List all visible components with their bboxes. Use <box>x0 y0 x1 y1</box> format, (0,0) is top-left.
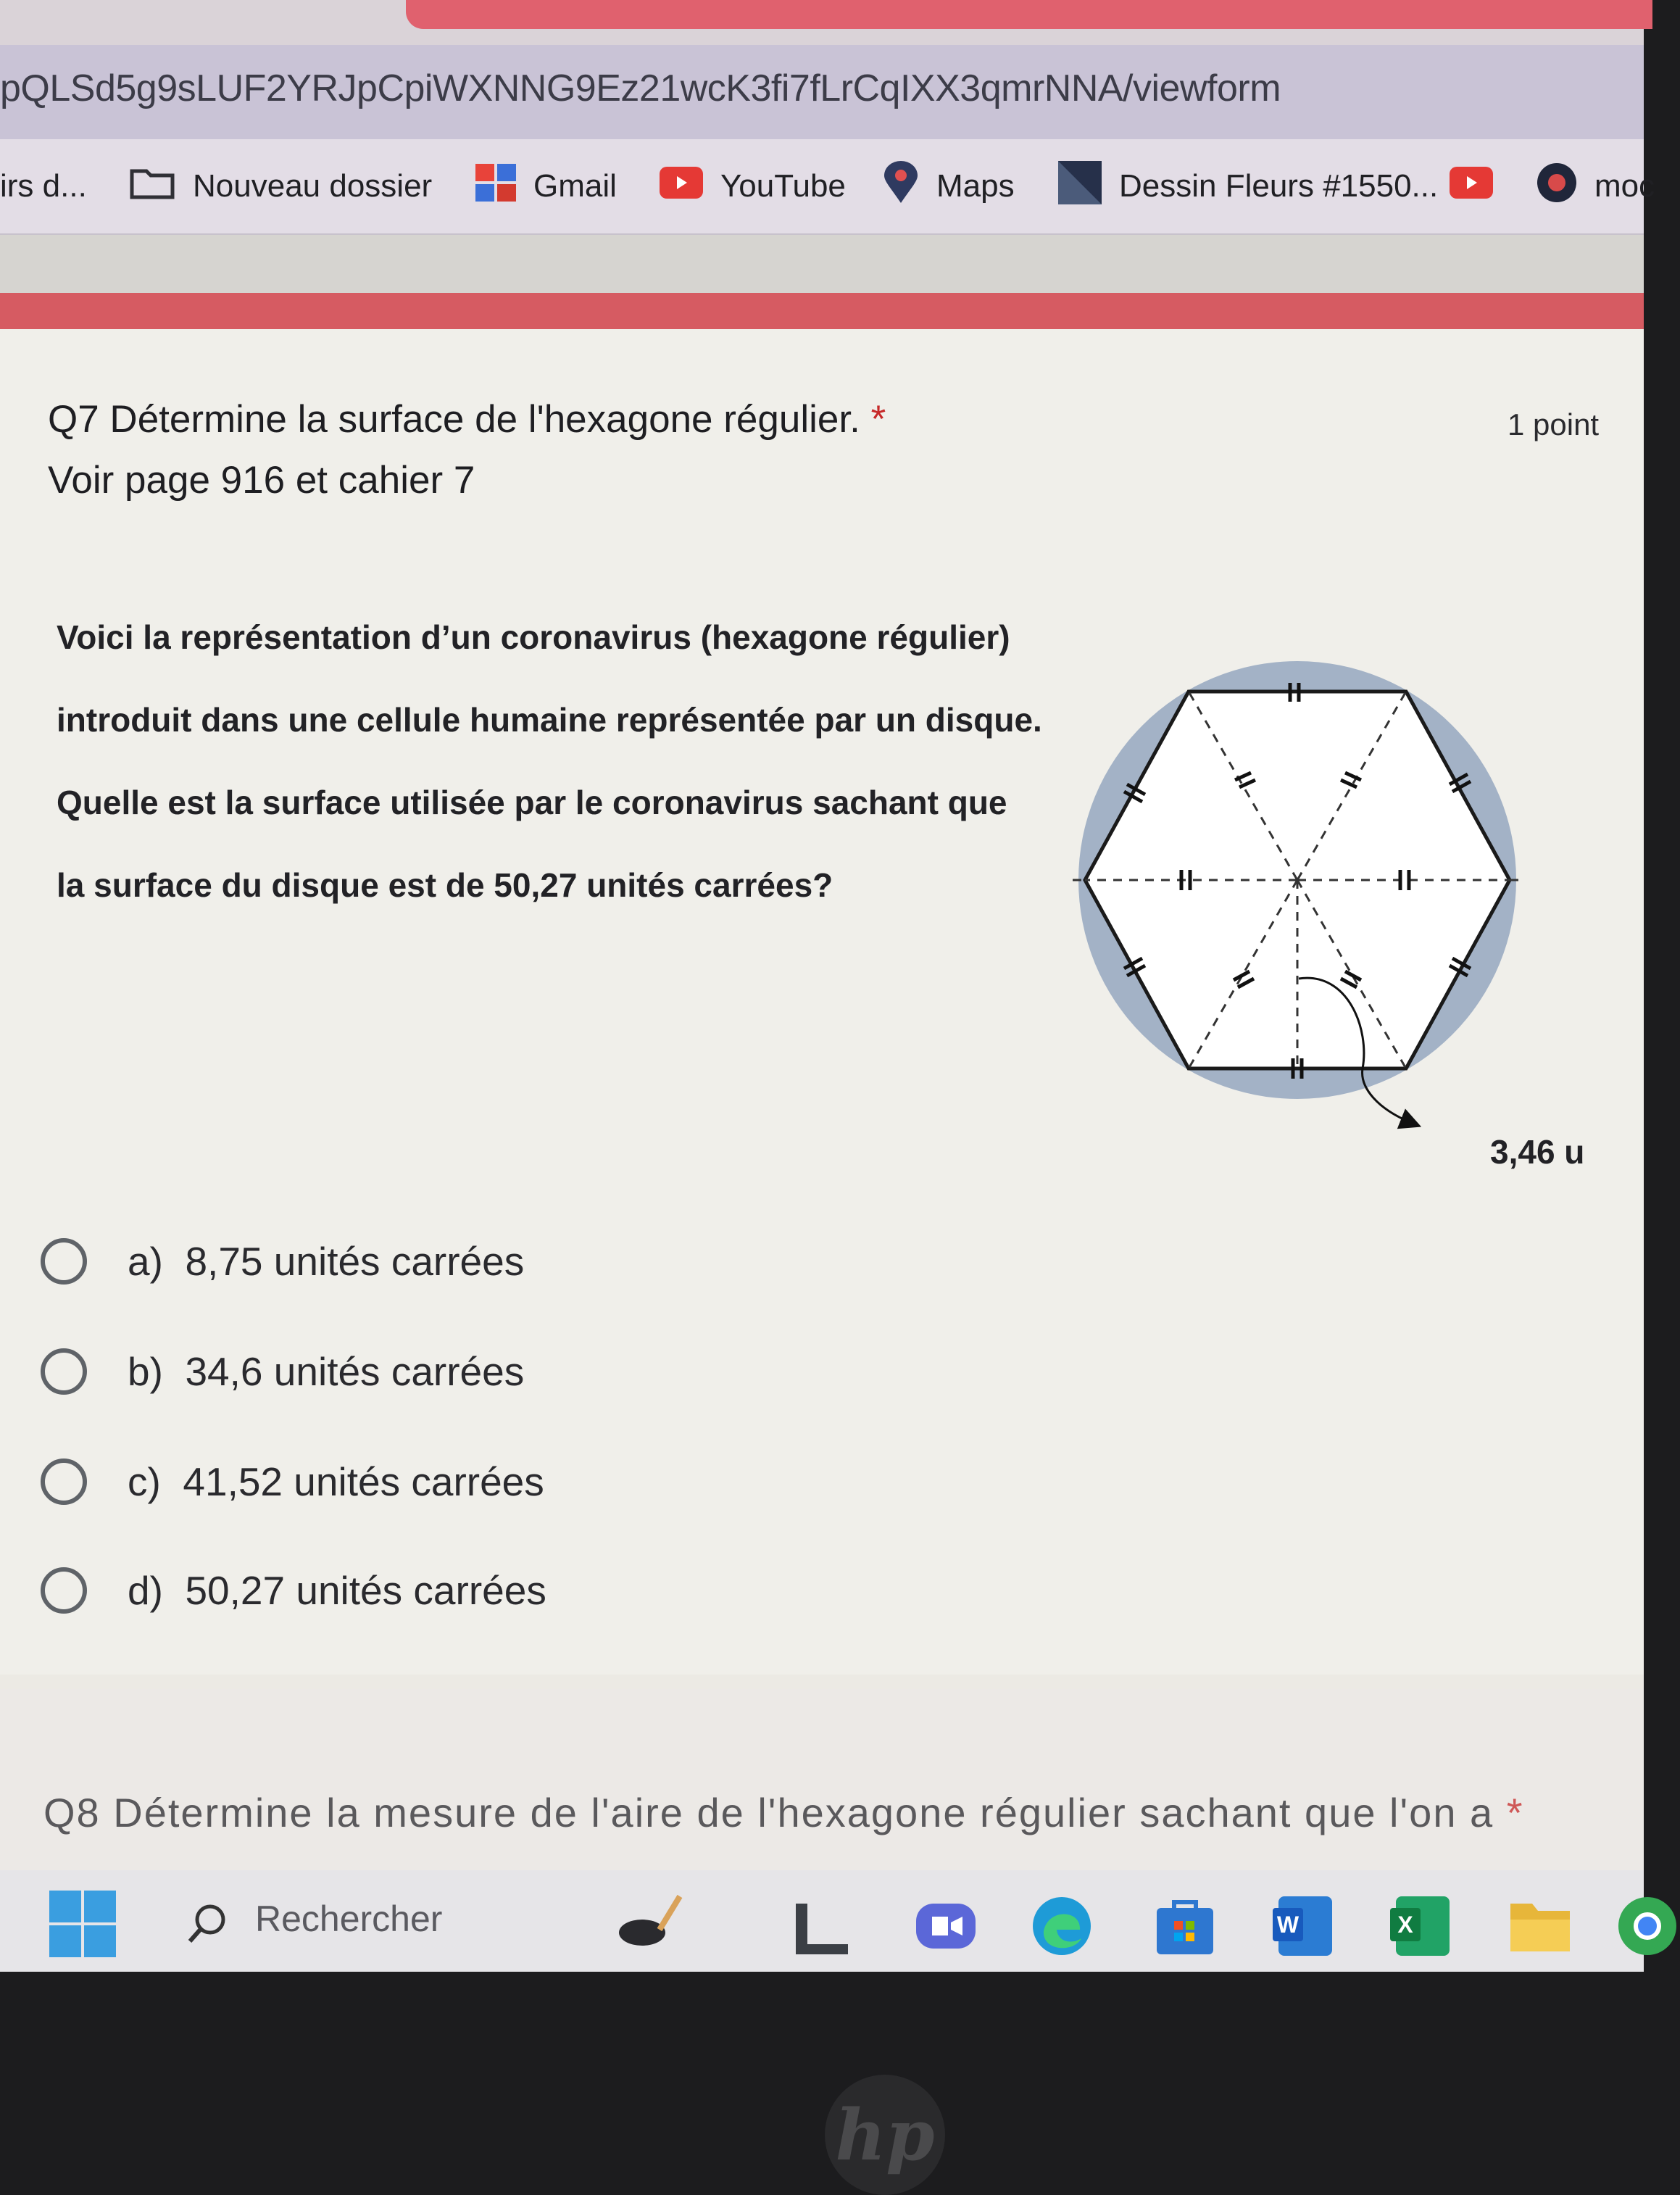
description-line: introduit dans une cellule humaine représentée par un disque. <box>57 701 1042 739</box>
url-text[interactable]: pQLSd5g9sLUF2YRJpCpiWXNNG9Ez21wcK3fi7fLrCqIXX3qmrNNA/viewform <box>0 67 1281 109</box>
description-line: la surface du disque est de 50,27 unités carrées? <box>57 866 833 904</box>
question-title-text: Q7 Détermine la surface de l'hexagone régulier. <box>48 398 860 441</box>
bookmark-label: Maps <box>936 168 1015 204</box>
bookmark-maps[interactable] <box>883 161 1015 212</box>
hp-logo: hp <box>825 2075 945 2195</box>
maps-pin-icon <box>883 161 919 212</box>
bookmark-youtube[interactable] <box>660 161 846 212</box>
radio-button[interactable] <box>41 1238 87 1285</box>
bookmark-label: moc <box>1594 168 1655 204</box>
windows-start-icon[interactable] <box>49 1891 116 1957</box>
next-question-card <box>0 1689 1644 1870</box>
question-title <box>48 397 886 441</box>
excel-icon[interactable] <box>1389 1893 1454 1959</box>
edge-icon[interactable] <box>1029 1893 1094 1959</box>
required-marker: * <box>870 398 886 441</box>
youtube-icon <box>1450 167 1493 207</box>
answer-option-c[interactable] <box>41 1453 544 1511</box>
chrome-icon[interactable] <box>1615 1893 1680 1959</box>
thumbnail-icon <box>1058 161 1102 212</box>
teams-icon[interactable] <box>913 1893 978 1959</box>
gmail-icon <box>475 162 516 211</box>
description-line: Voici la représentation d’un coronavirus (hexagone régulier) <box>57 618 1010 656</box>
answer-option-d[interactable] <box>41 1561 546 1619</box>
svg-text:W: W <box>1276 1912 1299 1938</box>
option-label: c) 41,52 unités carrées <box>128 1459 544 1504</box>
active-tab[interactable] <box>406 0 1652 29</box>
radio-button[interactable] <box>41 1348 87 1395</box>
file-explorer-icon[interactable] <box>790 1893 855 1959</box>
option-label: d) 50,27 unités carrées <box>128 1568 546 1613</box>
site-icon <box>1536 162 1577 211</box>
bookmark-label: YouTube <box>720 168 846 204</box>
bookmark-gmail[interactable] <box>475 161 617 212</box>
description-line: Quelle est la surface utilisée par le coronavirus sachant que <box>57 784 1007 821</box>
bookmark-label: Nouveau dossier <box>193 168 433 204</box>
answer-option-a[interactable] <box>41 1232 524 1290</box>
folder-icon <box>129 165 175 208</box>
apothem-label: 3,46 u <box>1490 1133 1585 1171</box>
radio-button[interactable] <box>41 1567 87 1614</box>
question-subtitle: Voir page 916 et cahier 7 <box>48 459 475 502</box>
bookmark-dessin-fleurs[interactable] <box>1058 161 1438 212</box>
search-icon[interactable] <box>186 1902 229 1946</box>
option-label: b) 34,6 unités carrées <box>128 1349 525 1394</box>
option-label: a) 8,75 unités carrées <box>128 1239 525 1284</box>
form-spacer <box>0 235 1644 293</box>
youtube-icon <box>660 167 703 207</box>
folder-icon[interactable] <box>1508 1893 1573 1959</box>
hexagon-in-disk-figure <box>1073 652 1522 1160</box>
tab-strip <box>0 0 1644 45</box>
bookmark-label: irs d... <box>0 168 87 204</box>
bookmark-label: Gmail <box>533 168 617 204</box>
word-icon[interactable] <box>1271 1893 1336 1959</box>
next-question-title: Q8 Détermine la mesure de l'aire de l'hexagone régulier sachant que l'on a * <box>43 1790 1524 1835</box>
question-points: 1 point <box>1508 407 1600 441</box>
answer-option-b[interactable] <box>41 1343 524 1401</box>
bookmark-youtube-2[interactable] <box>1450 161 1510 212</box>
bookmark-nouveau-dossier[interactable] <box>129 161 432 212</box>
bookmark-item[interactable] <box>0 161 87 212</box>
svg-text:X: X <box>1397 1912 1413 1938</box>
bookmark-site[interactable] <box>1536 161 1655 212</box>
radio-button[interactable] <box>41 1459 87 1505</box>
hockey-puck-icon[interactable] <box>616 1893 681 1959</box>
taskbar-search-input[interactable]: Rechercher <box>255 1899 443 1939</box>
accent-band <box>0 293 1644 329</box>
store-icon[interactable] <box>1152 1893 1218 1959</box>
bookmark-label: Dessin Fleurs #1550... <box>1119 168 1439 204</box>
